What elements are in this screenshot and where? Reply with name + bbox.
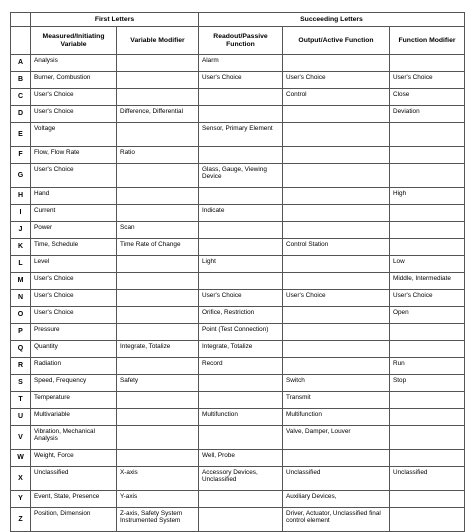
measured-variable-cell: User's Choice (31, 307, 117, 324)
function-modifier-cell (390, 164, 465, 188)
measured-variable-cell: Analysis (31, 55, 117, 72)
variable-modifier-cell (117, 205, 199, 222)
output-function-cell (283, 324, 390, 341)
table-row (11, 239, 465, 256)
function-modifier-cell (390, 123, 465, 147)
variable-modifier-cell (117, 409, 199, 426)
row-letter: M (11, 273, 31, 290)
readout-function-cell: Light (199, 256, 283, 273)
variable-modifier-cell (117, 307, 199, 324)
row-letter: P (11, 324, 31, 341)
row-letter: H (11, 188, 31, 205)
function-modifier-cell (390, 450, 465, 467)
output-function-cell (283, 307, 390, 324)
readout-function-cell: User's Choice (199, 72, 283, 89)
readout-function-cell (199, 147, 283, 164)
table-row (11, 409, 465, 426)
readout-function-cell: Point (Test Connection) (199, 324, 283, 341)
measured-variable-cell: Hand (31, 188, 117, 205)
readout-function-cell (199, 106, 283, 123)
function-modifier-cell: Low (390, 256, 465, 273)
output-function-cell (283, 123, 390, 147)
function-modifier-cell: Unclassified (390, 467, 465, 491)
variable-modifier-cell (117, 123, 199, 147)
function-modifier-cell (390, 491, 465, 508)
variable-modifier-cell: Time Rate of Change (117, 239, 199, 256)
row-letter: W (11, 450, 31, 467)
row-letter: J (11, 222, 31, 239)
measured-variable-cell: User's Choice (31, 106, 117, 123)
variable-modifier-cell (117, 324, 199, 341)
readout-function-cell: Alarm (199, 55, 283, 72)
column-header-measured-variable: Measured/Initiating Variable (31, 27, 117, 55)
succeeding-letters-header: Succeeding Letters (199, 13, 465, 27)
output-function-cell: Control Station (283, 239, 390, 256)
variable-modifier-cell (117, 72, 199, 89)
readout-function-cell: Accessory Devices, Unclassified (199, 467, 283, 491)
table-row (11, 491, 465, 508)
row-letter: U (11, 409, 31, 426)
output-function-cell (283, 188, 390, 205)
table-row (11, 89, 465, 106)
function-modifier-cell: User's Choice (390, 290, 465, 307)
output-function-cell: User's Choice (283, 290, 390, 307)
variable-modifier-cell: Integrate, Totalize (117, 341, 199, 358)
table-row (11, 341, 465, 358)
readout-function-cell (199, 89, 283, 106)
output-function-cell: Switch (283, 375, 390, 392)
readout-function-cell: Multifunction (199, 409, 283, 426)
readout-function-cell (199, 239, 283, 256)
row-letter: C (11, 89, 31, 106)
measured-variable-cell: Time, Schedule (31, 239, 117, 256)
corner-cell (11, 13, 31, 27)
variable-modifier-cell: Safety (117, 375, 199, 392)
readout-function-cell (199, 188, 283, 205)
measured-variable-cell: Weight, Force (31, 450, 117, 467)
measured-variable-cell: Flow, Flow Rate (31, 147, 117, 164)
first-letters-header: First Letters (31, 13, 199, 27)
output-function-cell (283, 205, 390, 222)
readout-function-cell: Integrate, Totalize (199, 341, 283, 358)
variable-modifier-cell: Scan (117, 222, 199, 239)
function-modifier-cell (390, 324, 465, 341)
measured-variable-cell: Level (31, 256, 117, 273)
row-letter: V (11, 426, 31, 450)
output-function-cell: Driver, Actuator, Unclassified final control element (283, 508, 390, 532)
measured-variable-cell: Pressure (31, 324, 117, 341)
measured-variable-cell: User's Choice (31, 164, 117, 188)
function-modifier-cell (390, 55, 465, 72)
function-modifier-cell (390, 222, 465, 239)
variable-modifier-cell: Ratio (117, 147, 199, 164)
output-function-cell (283, 358, 390, 375)
table-row (11, 307, 465, 324)
row-letter: D (11, 106, 31, 123)
table-row (11, 324, 465, 341)
row-letter: K (11, 239, 31, 256)
readout-function-cell (199, 375, 283, 392)
row-letter: L (11, 256, 31, 273)
table-row (11, 358, 465, 375)
readout-function-cell: Well, Probe (199, 450, 283, 467)
variable-modifier-cell (117, 450, 199, 467)
measured-variable-cell: User's Choice (31, 89, 117, 106)
row-letter: Z (11, 508, 31, 532)
measured-variable-cell: Radiation (31, 358, 117, 375)
measured-variable-cell: Unclassified (31, 467, 117, 491)
column-header-variable-modifier: Variable Modifier (117, 27, 199, 55)
variable-modifier-cell (117, 55, 199, 72)
output-function-cell: Unclassified (283, 467, 390, 491)
table-row (11, 450, 465, 467)
table-row (11, 426, 465, 450)
output-function-cell (283, 450, 390, 467)
table-row (11, 375, 465, 392)
measured-variable-cell: User's Choice (31, 273, 117, 290)
measured-variable-cell: Temperature (31, 392, 117, 409)
column-header-output-function: Output/Active Function (283, 27, 390, 55)
output-function-cell: Valve, Damper, Louver (283, 426, 390, 450)
readout-function-cell (199, 426, 283, 450)
row-letter: T (11, 392, 31, 409)
output-function-cell (283, 256, 390, 273)
variable-modifier-cell (117, 188, 199, 205)
output-function-cell (283, 222, 390, 239)
output-function-cell (283, 106, 390, 123)
row-letter: Q (11, 341, 31, 358)
table-row (11, 147, 465, 164)
function-modifier-cell (390, 392, 465, 409)
variable-modifier-cell: Difference, Differential (117, 106, 199, 123)
output-function-cell: User's Choice (283, 72, 390, 89)
function-modifier-cell: Deviation (390, 106, 465, 123)
row-letter: B (11, 72, 31, 89)
measured-variable-cell: Burner, Combustion (31, 72, 117, 89)
function-modifier-cell (390, 508, 465, 532)
function-modifier-cell (390, 409, 465, 426)
measured-variable-cell: Quantity (31, 341, 117, 358)
row-letter: F (11, 147, 31, 164)
table-row (11, 467, 465, 491)
readout-function-cell: Glass, Gauge, Viewing Device (199, 164, 283, 188)
function-modifier-cell (390, 426, 465, 450)
readout-function-cell: Orifice, Restriction (199, 307, 283, 324)
table-row (11, 290, 465, 307)
instrument-identification-table (10, 12, 465, 532)
corner-cell-2 (11, 27, 31, 55)
function-modifier-cell: Close (390, 89, 465, 106)
variable-modifier-cell (117, 89, 199, 106)
table-row (11, 188, 465, 205)
variable-modifier-cell: X-axis (117, 467, 199, 491)
readout-function-cell: User's Choice (199, 290, 283, 307)
measured-variable-cell: Voltage (31, 123, 117, 147)
function-modifier-cell (390, 205, 465, 222)
readout-function-cell (199, 491, 283, 508)
row-letter: N (11, 290, 31, 307)
row-letter: R (11, 358, 31, 375)
function-modifier-cell: Run (390, 358, 465, 375)
column-header-readout-function: Readout/Passive Function (199, 27, 283, 55)
table-row (11, 72, 465, 89)
table-row (11, 508, 465, 532)
row-letter: A (11, 55, 31, 72)
table-body (11, 55, 465, 532)
measured-variable-cell: Vibration, Mechanical Analysis (31, 426, 117, 450)
measured-variable-cell: Power (31, 222, 117, 239)
function-modifier-cell (390, 239, 465, 256)
variable-modifier-cell (117, 358, 199, 375)
column-header-function-modifier: Function Modifier (390, 27, 465, 55)
row-letter: X (11, 467, 31, 491)
output-function-cell: Control (283, 89, 390, 106)
variable-modifier-cell (117, 164, 199, 188)
table-row (11, 164, 465, 188)
readout-function-cell: Record (199, 358, 283, 375)
function-modifier-cell (390, 341, 465, 358)
row-letter: G (11, 164, 31, 188)
function-modifier-cell: Middle, Intermediate (390, 273, 465, 290)
output-function-cell: Multifunction (283, 409, 390, 426)
table-row (11, 106, 465, 123)
measured-variable-cell: Current (31, 205, 117, 222)
output-function-cell (283, 341, 390, 358)
variable-modifier-cell (117, 290, 199, 307)
row-letter: I (11, 205, 31, 222)
variable-modifier-cell (117, 426, 199, 450)
row-letter: Y (11, 491, 31, 508)
function-modifier-cell (390, 147, 465, 164)
isa-letter-table-container (10, 12, 464, 532)
measured-variable-cell: Position, Dimension (31, 508, 117, 532)
output-function-cell: Auxiliary Devices, (283, 491, 390, 508)
variable-modifier-cell: Y-axis (117, 491, 199, 508)
table-row (11, 205, 465, 222)
table-row (11, 256, 465, 273)
table-row (11, 222, 465, 239)
measured-variable-cell: Speed, Frequency (31, 375, 117, 392)
output-function-cell (283, 147, 390, 164)
output-function-cell (283, 273, 390, 290)
measured-variable-cell: Multivariable (31, 409, 117, 426)
variable-modifier-cell (117, 273, 199, 290)
output-function-cell: Transmit (283, 392, 390, 409)
variable-modifier-cell (117, 392, 199, 409)
readout-function-cell: Indicate (199, 205, 283, 222)
function-modifier-cell: Stop (390, 375, 465, 392)
row-letter: O (11, 307, 31, 324)
readout-function-cell (199, 273, 283, 290)
table-row (11, 392, 465, 409)
function-modifier-cell: High (390, 188, 465, 205)
variable-modifier-cell: Z-axis, Safety System Instrumented System (117, 508, 199, 532)
row-letter: E (11, 123, 31, 147)
output-function-cell (283, 164, 390, 188)
table-row (11, 55, 465, 72)
readout-function-cell (199, 222, 283, 239)
variable-modifier-cell (117, 256, 199, 273)
readout-function-cell: Sensor, Primary Element (199, 123, 283, 147)
measured-variable-cell: Event, State, Presence (31, 491, 117, 508)
measured-variable-cell: User's Choice (31, 290, 117, 307)
function-modifier-cell: Open (390, 307, 465, 324)
readout-function-cell (199, 508, 283, 532)
table-row (11, 273, 465, 290)
function-modifier-cell: User's Choice (390, 72, 465, 89)
table-row (11, 123, 465, 147)
row-letter: S (11, 375, 31, 392)
output-function-cell (283, 55, 390, 72)
readout-function-cell (199, 392, 283, 409)
